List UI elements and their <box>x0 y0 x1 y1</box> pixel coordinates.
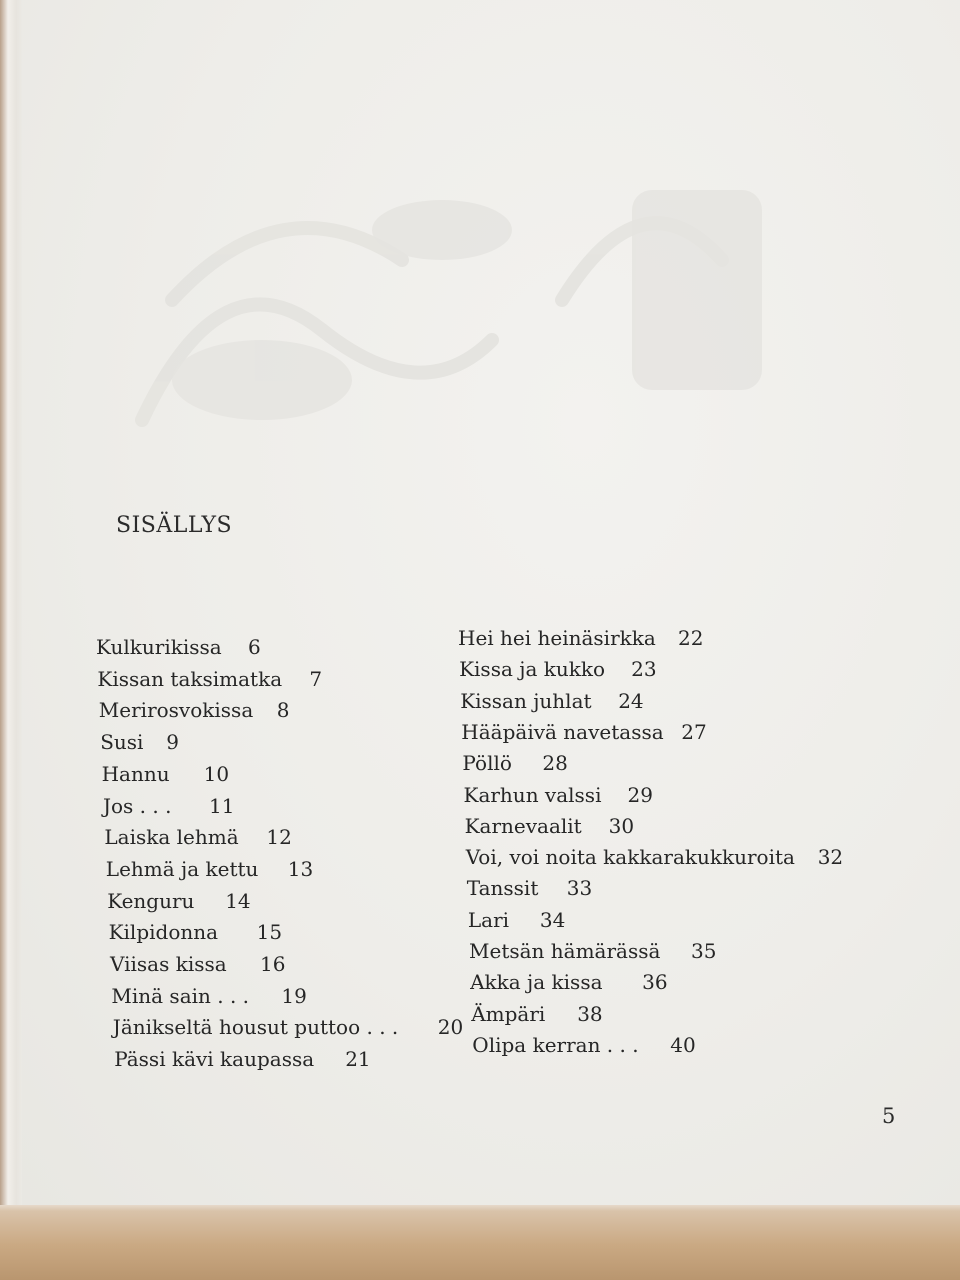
toc-entry-title: Minä sain . . . <box>111 983 250 1008</box>
toc-entry <box>105 856 314 881</box>
toc-entry-title: Karnevaalit <box>464 813 582 838</box>
toc-entry-page: 16 <box>260 952 286 976</box>
toc-entry <box>112 1015 464 1040</box>
toc-entry <box>101 761 230 786</box>
toc-entry-page: 32 <box>817 845 844 870</box>
toc-entry-page: 8 <box>276 698 290 723</box>
toc-entry-page: 20 <box>437 1015 464 1040</box>
toc-entry <box>100 730 179 755</box>
toc-entry <box>103 793 235 818</box>
toc-entry <box>97 666 323 691</box>
toc-entry-page: 40 <box>670 1032 696 1057</box>
toc-entry <box>467 907 566 932</box>
toc-entry-page: 34 <box>539 907 566 932</box>
toc-entry <box>459 657 657 682</box>
toc-entry <box>469 939 717 963</box>
toc-entry-title: Kissan taksimatka <box>97 666 283 691</box>
book-page <box>22 0 960 1208</box>
toc-entry <box>458 626 704 650</box>
toc-entry-title: Olipa kerran . . . <box>472 1032 639 1057</box>
toc-entry-page: 21 <box>345 1047 371 1072</box>
toc-entry-title: Kulkurikissa <box>96 635 222 659</box>
toc-entry-page: 30 <box>608 813 635 838</box>
toc-entry-title: Metsän hämärässä <box>469 939 661 963</box>
toc-entry-page: 15 <box>256 920 283 945</box>
toc-entry-page: 14 <box>225 888 251 913</box>
toc-entry-page: 36 <box>642 970 668 995</box>
toc-entry <box>460 688 644 713</box>
wooden-table-surface <box>0 1205 960 1280</box>
page-number: 5 <box>882 1104 896 1128</box>
toc-entry-page: 33 <box>566 876 593 901</box>
toc-entry <box>107 888 251 913</box>
toc-entry-page: 23 <box>631 657 657 682</box>
toc-entry-page: 11 <box>209 793 235 818</box>
toc-entry <box>108 920 283 945</box>
toc-entry-title: Pöllö <box>462 751 512 776</box>
toc-entry-title: Laiska lehmä <box>104 825 239 850</box>
toc-entry-title: Viisas kissa <box>110 952 227 976</box>
toc-entry <box>111 983 307 1008</box>
toc-entry-page: 12 <box>266 825 292 850</box>
toc-entry-title: Voi, voi noita kakkarakukkuroita <box>465 845 795 870</box>
toc-entry-title: Ämpäri <box>471 1001 546 1026</box>
toc-entry-title: Akka ja kissa <box>470 970 603 995</box>
toc-entry <box>465 845 844 870</box>
toc-entry <box>471 1001 603 1026</box>
toc-entry-title: Kissa ja kukko <box>459 657 606 682</box>
toc-entry-page: 19 <box>281 983 307 1008</box>
toc-entry-page: 27 <box>681 719 707 744</box>
toc-entry <box>466 876 593 901</box>
toc-entry-title: Susi <box>100 730 144 755</box>
toc-entry-page: 7 <box>309 666 323 691</box>
toc-entry <box>114 1047 371 1072</box>
toc-entry-title: Jos . . . <box>103 793 172 818</box>
toc-entry-page: 29 <box>627 782 653 807</box>
toc-entry <box>98 698 290 723</box>
toc-entry-title: Hei hei heinäsirkka <box>458 626 656 650</box>
toc-entry-page: 38 <box>577 1001 603 1026</box>
toc-entry-title: Tanssit <box>466 876 539 901</box>
toc-entry <box>104 825 292 850</box>
toc-entry-title: Lehmä ja kettu <box>105 856 259 881</box>
toc-entry-title: Kilpidonna <box>108 920 219 945</box>
toc-entry <box>462 751 568 776</box>
toc-entry-page: 22 <box>678 626 704 650</box>
toc-entry <box>470 970 668 995</box>
toc-entry-title: Kissan juhlat <box>460 688 592 713</box>
toc-entry-title: Kenguru <box>107 888 195 913</box>
toc-entry-page: 28 <box>542 751 568 776</box>
toc-entry <box>463 782 653 807</box>
toc-entry <box>472 1032 696 1057</box>
toc-entry-page: 35 <box>691 939 717 963</box>
contents-heading: SISÄLLYS <box>116 513 233 538</box>
toc-entry-title: Merirosvokissa <box>98 698 254 723</box>
toc-entry <box>461 719 707 744</box>
toc-entry-title: Hääpäivä navetassa <box>461 719 664 744</box>
toc-entry-page: 6 <box>248 635 261 659</box>
show-through-illustration <box>22 0 960 520</box>
toc-entry-page: 9 <box>166 730 179 755</box>
toc-entry-title: Karhun valssi <box>463 782 602 807</box>
toc-entry <box>464 813 635 838</box>
toc-entry-title: Jänikseltä housut puttoo . . . <box>112 1015 399 1040</box>
toc-entry <box>110 952 286 976</box>
toc-entry-title: Pässi kävi kaupassa <box>114 1047 315 1072</box>
toc-entry <box>96 635 261 659</box>
toc-entry-page: 13 <box>287 856 314 881</box>
toc-entry-title: Lari <box>467 907 510 932</box>
toc-entry-page: 24 <box>618 688 644 713</box>
toc-entry-title: Hannu <box>101 761 170 786</box>
toc-entry-page: 10 <box>203 761 230 786</box>
